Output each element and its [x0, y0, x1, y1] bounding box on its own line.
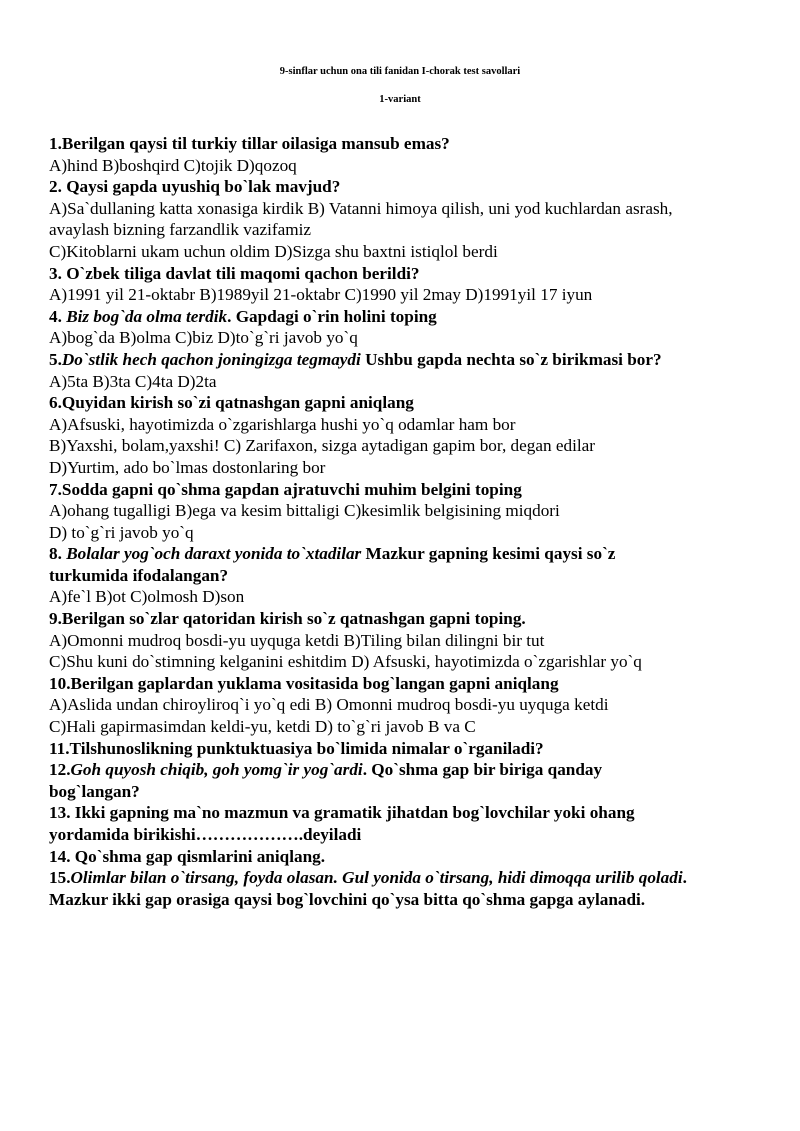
text-line — [49, 500, 769, 522]
text-segment: A)ohang tugalligi B)ega va kesim bittaligi C)kesimlik belgisining miqdori — [49, 501, 560, 521]
text-segment: 10.Berilgan gaplardan yuklama vositasida bog`langan gapni aniqlang — [49, 673, 559, 693]
text-segment: C)Kitoblarni ukam uchun oldim D)Sizga shu baxtni istiqlol berdi — [49, 241, 498, 261]
text-line — [49, 694, 769, 716]
text-segment: 6.Quyidan kirish so`zi qatnashgan gapni aniqlang — [49, 393, 414, 413]
document-title: 9-sinflar uchun ona tili fanidan I-chorak test savollari — [279, 66, 521, 77]
text-line — [49, 565, 769, 587]
text-segment: D)Yurtim, ado bo`lmas dostonlaring bor — [49, 457, 326, 477]
text-segment: A)fe`l B)ot C)olmosh D)son — [49, 587, 245, 607]
text-segment: avaylash bizning farzandlik vazifamiz — [49, 220, 311, 240]
text-segment: 12. — [49, 760, 71, 780]
text-segment: A)Afsuski, hayotimizda o`zgarishlarga hushi yo`q odamlar ham bor — [49, 414, 516, 434]
text-line — [49, 414, 769, 436]
text-line — [49, 263, 769, 285]
text-segment: 3. O`zbek tiliga davlat tili maqomi qachon berildi? — [49, 263, 420, 283]
text-line — [49, 759, 769, 781]
text-segment: 14. Qo`shma gap qismlarini aniqlang. — [49, 846, 326, 866]
text-segment: Mazkur ikki gap orasiga qaysi bog`lovchini qo`ysa bitta qo`shma gapga aylanadi. — [49, 889, 646, 909]
text-segment: A)1991 yil 21-oktabr B)1989yil 21-oktabr C)1990 yil 2may D)1991yil 17 iyun — [49, 285, 593, 305]
text-line — [49, 392, 769, 414]
text-segment: . Gapdagi o`rin holini toping — [227, 306, 437, 326]
text-line — [49, 781, 769, 803]
text-segment: A)Aslida undan chiroyliroq`i yo`q edi B) Omonni mudroq bosdi-yu uyquga ketdi — [49, 695, 609, 715]
text-segment: 7.Sodda gapni qo`shma gapdan ajratuvchi muhim belgini toping — [49, 479, 522, 499]
text-segment: Goh quyosh chiqib, goh yomg`ir yog`ardi — [70, 760, 363, 780]
text-segment: 15. — [49, 868, 71, 888]
text-line — [49, 673, 769, 695]
text-segment: 2. Qaysi gapda uyushiq bo`lak mavjud? — [49, 177, 341, 197]
text-segment: Ushbu gapda nechta so`z birikmasi bor? — [360, 349, 662, 369]
text-segment: . — [682, 868, 687, 888]
text-line — [49, 327, 769, 349]
text-line — [49, 608, 769, 630]
text-segment: . Qo`shma gap bir biriga qanday — [362, 760, 603, 780]
text-line — [49, 155, 769, 177]
text-segment: C)Shu kuni do`stimning kelganini eshitdim D) Afsuski, hayotimizda o`zgarishlar yo`q — [49, 652, 642, 672]
text-segment: 8. — [49, 544, 67, 564]
text-line — [49, 846, 769, 868]
text-line — [49, 198, 769, 220]
text-segment: A)Omonni mudroq bosdi-yu uyquga ketdi B)Tiling bilan dilingni bir tut — [49, 630, 545, 650]
text-segment: Do`stlik hech qachon joningizga tegmaydi — [61, 349, 361, 369]
text-line — [49, 349, 769, 371]
text-segment: 11.Tilshunoslikning punktuktuasiya bo`limida nimalar o`rganiladi? — [49, 738, 544, 758]
text-line — [49, 867, 769, 889]
text-line — [49, 889, 769, 911]
text-line — [49, 824, 769, 846]
text-segment: A)hind B)boshqird C)tojik D)qozoq — [49, 155, 297, 175]
text-segment: 1.Berilgan qaysi til turkiy tillar oilasiga mansub emas? — [49, 134, 450, 153]
text-line — [49, 479, 769, 501]
text-line — [49, 586, 769, 608]
text-line — [49, 716, 769, 738]
text-line — [49, 651, 769, 673]
text-line — [49, 284, 769, 306]
text-line — [49, 630, 769, 652]
text-segment: D) to`g`ri javob yo`q — [49, 522, 194, 542]
text-segment: 5. — [49, 349, 62, 369]
text-line — [49, 241, 769, 263]
text-segment: yordamida birikishi……………….deyiladi — [49, 825, 362, 844]
text-segment: Bolalar yog`och daraxt yonida to`xtadilar — [66, 544, 362, 564]
variant-label: 1-variant — [379, 94, 421, 105]
text-line — [49, 176, 769, 198]
text-segment: bog`langan? — [49, 781, 140, 801]
text-line — [49, 522, 769, 544]
text-segment: B)Yaxshi, bolam,yaxshi! C) Zarifaxon, sizga aytadigan gapim bor, degan edilar — [49, 436, 595, 456]
text-segment: Mazkur gapning kesimi qaysi so`z — [361, 544, 616, 564]
text-segment: 13. Ikki gapning ma`no mazmun va gramatik jihatdan bog`lovchilar yoki ohang — [49, 803, 635, 823]
text-segment: 4. — [49, 306, 67, 326]
text-line — [49, 219, 769, 241]
test-questions — [49, 133, 769, 910]
text-line — [49, 371, 769, 393]
text-segment: Olimlar bilan o`tirsang, foyda olasan. Gul yonida o`tirsang, hidi dimoqqa urilib qoladi — [70, 868, 683, 888]
text-line — [49, 435, 769, 457]
text-line — [49, 306, 769, 328]
text-segment: turkumida ifodalangan? — [49, 565, 229, 585]
text-segment: A)5ta B)3ta C)4ta D)2ta — [49, 371, 217, 391]
text-segment: A)Sa`dullaning katta xonasiga kirdik B) Vatanni himoya qilish, uni yod kuchlardan asrash, — [49, 198, 673, 218]
text-segment: Biz bog`da olma terdik — [66, 306, 228, 326]
text-segment: 9.Berilgan so`zlar qatoridan kirish so`z qatnashgan gapni toping. — [49, 609, 526, 629]
text-line — [49, 802, 769, 824]
text-segment: C)Hali gapirmasimdan keldi-yu, ketdi D) to`g`ri javob B va C — [49, 717, 476, 737]
text-line — [49, 543, 769, 565]
text-line — [49, 457, 769, 479]
text-line — [49, 133, 769, 155]
text-line — [49, 738, 769, 760]
text-segment: A)bog`da B)olma C)biz D)to`g`ri javob yo`q — [49, 328, 358, 348]
